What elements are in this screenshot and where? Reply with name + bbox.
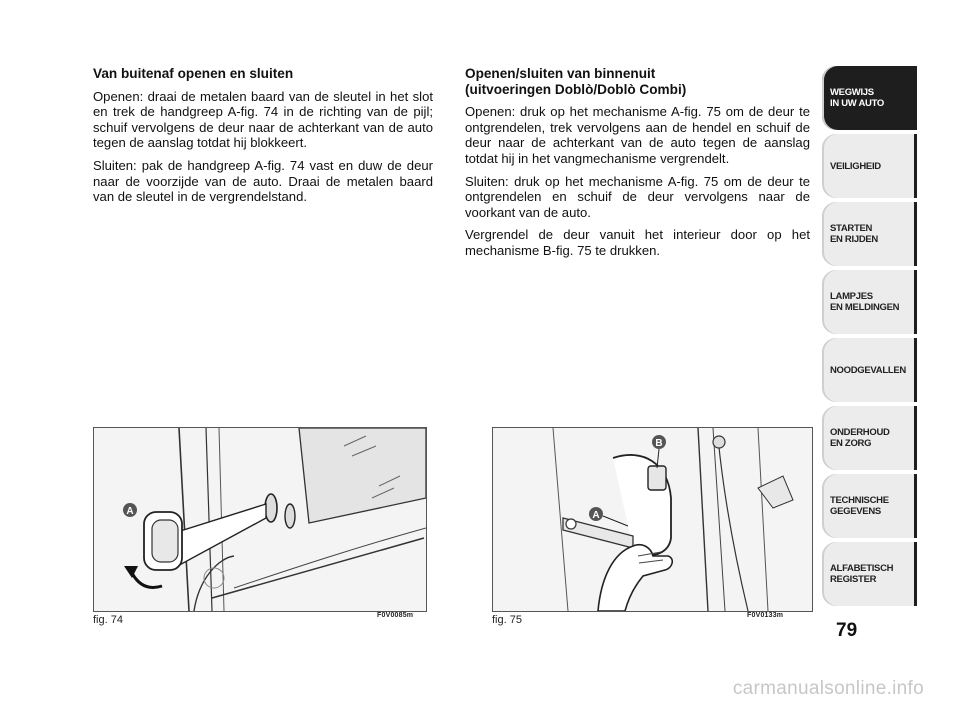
tab-technische[interactable]: [822, 474, 917, 538]
tab-label: WEGWIJS IN UW AUTO: [830, 87, 884, 109]
tab-label: NOODGEVALLEN: [830, 364, 906, 376]
section-heading-inside: [465, 66, 810, 97]
callout-a-fig75: A: [592, 510, 600, 521]
tab-veiligheid[interactable]: [822, 134, 917, 198]
tab-noodgevallen[interactable]: [822, 338, 917, 402]
tab-label: ONDERHOUD EN ZORG: [830, 427, 890, 449]
figure-74-caption: fig. 74: [93, 614, 123, 626]
tab-label: ALFABETISCH REGISTER: [830, 563, 894, 585]
callout-b-fig75: B: [655, 438, 663, 449]
paragraph-open-inside: Openen: druk op het mechanisme A-fig. 75 om de deur te ontgrendelen, trek vervolgens aan de hendel en schuif de deur naar de achterkant van de auto tegen de aanslag totdat hij in het vangmechanisme vergrendelt.: [465, 104, 810, 166]
watermark: carmanualsonline.info: [732, 678, 924, 699]
tab-starten[interactable]: [822, 202, 917, 266]
section-heading-outside: Van buitenaf openen en sluiten: [93, 66, 294, 81]
section-tabs: [822, 66, 918, 610]
left-column: [93, 66, 433, 212]
tab-label: LAMPJES EN MELDINGEN: [830, 291, 900, 313]
paragraph-close-inside: Sluiten: druk op het mechanisme A-fig. 75 om de deur te ontgrendelen en schuif de deur vervolgens naar de voorkant van de auto.: [465, 173, 810, 220]
paragraph-lock-inside: Vergrendel de deur vanuit het interieur door op het mechanisme B-fig. 75 te drukken.: [465, 227, 810, 258]
figure-75-code: F0V0133m: [747, 612, 784, 619]
heading-line-2: (uitvoeringen Doblò/Doblò Combi): [465, 81, 687, 97]
callout-a-fig74: A: [126, 506, 134, 517]
tab-onderhoud[interactable]: [822, 406, 917, 470]
tab-lampjes[interactable]: [822, 270, 917, 334]
figure-75-caption: fig. 75: [492, 614, 522, 626]
tab-label: STARTEN EN RIJDEN: [830, 223, 878, 245]
paragraph-close-outside: Sluiten: pak de handgreep A-fig. 74 vast en duw de deur naar de voorzijde van de auto. Draai de metalen baard van de sleutel in de vergrendelstand.: [93, 157, 433, 205]
heading-line-1: Openen/sluiten van binnenuit: [465, 66, 656, 81]
tab-label: TECHNISCHE GEGEVENS: [830, 495, 889, 517]
figure-74-illustration: [93, 427, 427, 612]
page-number: 79: [836, 620, 858, 641]
tab-wegwijs[interactable]: [822, 66, 917, 130]
paragraph-open-outside: Openen: draai de metalen baard van de sleutel in het slot en trek de handgreep A-fig. 74 in de richting van de pijl; schuif vervolgens de deur naar de achterkant van de auto tegen de aanslag totdat hij blokkeert.: [93, 88, 433, 151]
tab-alfabetisch[interactable]: [822, 542, 917, 606]
right-column: [465, 66, 810, 266]
tab-label: VEILIGHEID: [830, 160, 881, 172]
figure-75-illustration: [492, 427, 813, 612]
figure-74-code: F0V0085m: [377, 612, 414, 619]
